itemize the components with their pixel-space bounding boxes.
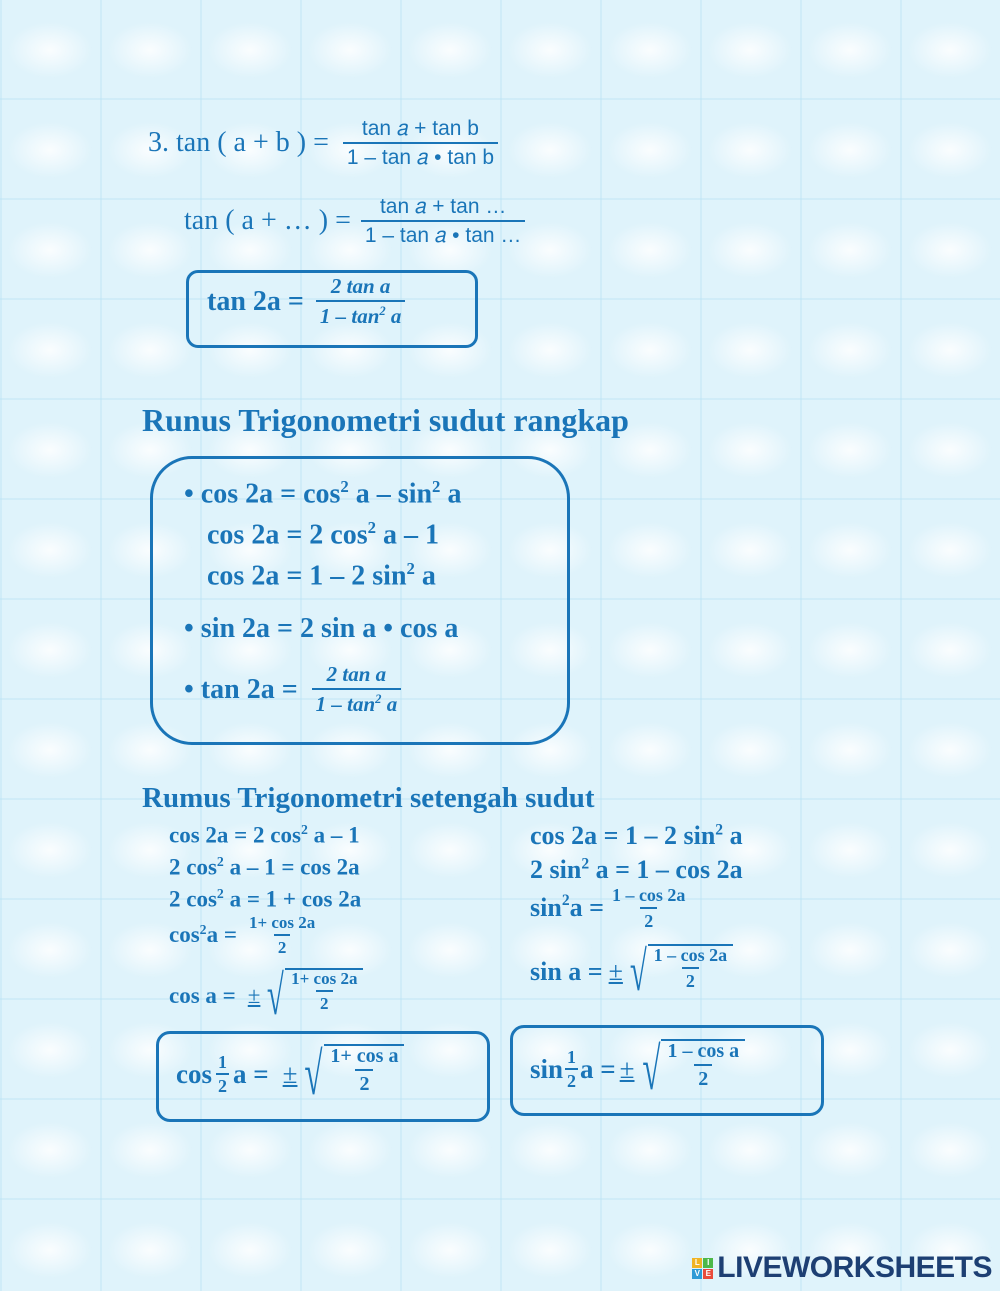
t: 2 sin (530, 855, 582, 884)
den: 2 (565, 1068, 578, 1090)
num: 1 – cos a (667, 1040, 740, 1062)
tan-double-formula (207, 276, 405, 327)
t: a = (206, 922, 237, 947)
half-frac (216, 1053, 229, 1095)
num: 1 – cos 2a (611, 885, 686, 905)
cos-double-3 (207, 559, 436, 592)
tan-blank-left: tan ( a + … ) = (184, 205, 351, 236)
t: sin a = (530, 957, 603, 986)
tan-double-numerator: 2 tan a (330, 274, 391, 298)
den: 2 (216, 1073, 229, 1095)
logo-mark-l: L (692, 1258, 702, 1268)
tan2-numerator: 2 tan a (326, 662, 387, 686)
sup: 2 (406, 559, 415, 578)
tan2-denominator (312, 688, 402, 715)
heading-half-angle: Rumus Trigonometri setengah sudut (142, 782, 595, 814)
radicand (648, 944, 734, 1000)
sup: 2 (199, 922, 207, 937)
den: 2 (316, 990, 333, 1012)
t: sin (530, 1053, 564, 1084)
sup: 2 (216, 886, 224, 901)
tan-blank-numerator: tan 𝑎 + tan … (379, 195, 507, 218)
num: 1 – cos 2a (653, 945, 728, 965)
den: 2 (640, 907, 657, 930)
den-text: 1 – tan (319, 304, 380, 328)
sin-half-formula (530, 1035, 745, 1103)
logo-mark-i: I (703, 1258, 713, 1268)
half-right-4-frac (650, 946, 732, 990)
den: 2 (274, 934, 291, 956)
sup: 2 (300, 822, 308, 837)
tan-blank-formula (184, 196, 525, 246)
t: cos (176, 1058, 212, 1089)
half-right-1 (530, 821, 743, 851)
t: 2 cos (169, 854, 217, 880)
cos-double-1 (184, 477, 461, 510)
half-left-1 (169, 822, 360, 849)
cos3-b: a (414, 560, 436, 592)
logo-mark-v: V (692, 1269, 702, 1279)
cos2-b: a – 1 (376, 519, 439, 551)
half-left-5 (169, 965, 363, 1027)
half-left-5-frac (287, 970, 361, 1012)
t: cos (169, 922, 200, 947)
sup: 2 (432, 477, 441, 496)
sup: 2 (367, 518, 376, 537)
cos1-b: a – sin (348, 478, 433, 510)
cos1-c: a (440, 478, 462, 510)
t: a = 1 + cos 2a (223, 886, 362, 912)
t: a = (233, 1058, 269, 1089)
sup: 2 (715, 821, 724, 839)
radical-icon: √ (267, 965, 285, 1027)
t: cos a = (169, 983, 236, 1008)
plus-minus: ± (608, 957, 623, 986)
tan-blank-fraction (361, 196, 526, 246)
num: 1+ cos a (330, 1045, 399, 1067)
radical-icon: √ (304, 1041, 323, 1107)
half-right-3 (530, 886, 689, 930)
t: a = 1 – cos 2a (589, 855, 743, 884)
t: a (723, 821, 743, 850)
tan-blank-denominator: 1 – tan 𝑎 • tan … (361, 220, 526, 246)
den-sup: 2 (379, 304, 386, 318)
half-left-4 (169, 914, 319, 956)
tan2-left: • tan 2a = (184, 673, 298, 705)
t: 2 cos (169, 886, 217, 912)
num: 1+ cos 2a (248, 913, 316, 932)
logo-text: LIVEWORKSHEETS (717, 1251, 992, 1284)
den-a: 1 – tan (315, 692, 376, 716)
half-right-4 (530, 941, 733, 1003)
cos-half-formula (176, 1040, 404, 1108)
heading-double-angle: Runus Trigonometri sudut rangkap (142, 402, 629, 438)
half-left-4-frac (245, 914, 319, 956)
tan-sum-left: 3. tan ( a + b ) = (148, 127, 329, 158)
half-right-3-frac (608, 886, 690, 930)
plus-minus: ± (247, 983, 261, 1008)
logo-mark-e: E (703, 1269, 713, 1279)
sqrt (297, 1041, 404, 1107)
sup: 2 (216, 854, 224, 869)
tan-sum-denominator: 1 – tan 𝑎 • tan b (343, 142, 498, 168)
radical-icon: √ (629, 941, 647, 1003)
tan-double-denominator (316, 300, 406, 327)
tan-sum-numerator: tan 𝑎 + tan b (361, 117, 479, 140)
sup: 2 (581, 855, 590, 873)
tan-sum-formula (148, 118, 498, 168)
cos2-a: cos 2a = 2 cos (207, 519, 368, 551)
den-b: a (381, 692, 398, 716)
den: 2 (694, 1064, 712, 1089)
num: 1 (567, 1047, 577, 1067)
t: cos 2a = 1 – 2 sin (530, 821, 716, 850)
half-right-2 (530, 855, 743, 885)
sup: 2 (561, 892, 570, 909)
num: 1 (218, 1052, 227, 1072)
tan-double-2 (184, 664, 401, 715)
den-text-b: a (385, 304, 402, 328)
t: a = (569, 893, 604, 922)
plus-minus: ± (282, 1058, 298, 1089)
logo-mark-icon (692, 1258, 713, 1279)
half-left-3 (169, 886, 361, 913)
radicand (661, 1039, 745, 1099)
radical-icon: √ (641, 1036, 661, 1102)
cos-double-2 (207, 518, 439, 551)
cos1-a: • cos 2a = cos (184, 478, 341, 510)
radicand (324, 1044, 404, 1104)
cos-half-frac (326, 1046, 402, 1094)
sup: 2 (340, 477, 349, 496)
t: a – 1 (307, 822, 360, 848)
sin-half-frac (663, 1041, 743, 1089)
tan-double-fraction (316, 276, 406, 327)
tan-sum-fraction (343, 118, 498, 168)
sqrt (623, 941, 733, 1003)
t: a = (580, 1053, 616, 1084)
sqrt (635, 1036, 746, 1102)
den: 2 (682, 967, 699, 990)
radicand (285, 968, 363, 1024)
t: a – 1 = cos 2a (223, 854, 360, 880)
tan2-fraction (312, 664, 402, 715)
half-frac (565, 1048, 578, 1090)
liveworksheets-logo[interactable] (692, 1251, 992, 1285)
plus-minus: ± (619, 1053, 635, 1084)
num: 1+ cos 2a (291, 969, 358, 988)
t: cos 2a = 2 cos (169, 822, 301, 848)
t: sin (530, 893, 562, 922)
tan-double-left: tan 2a = (207, 285, 304, 317)
half-left-2 (169, 854, 360, 881)
sqrt (260, 965, 363, 1027)
sin-double: • sin 2a = 2 sin a • cos a (184, 613, 459, 644)
sup: 2 (375, 692, 382, 706)
cos3-a: cos 2a = 1 – 2 sin (207, 560, 407, 592)
den: 2 (355, 1069, 373, 1094)
